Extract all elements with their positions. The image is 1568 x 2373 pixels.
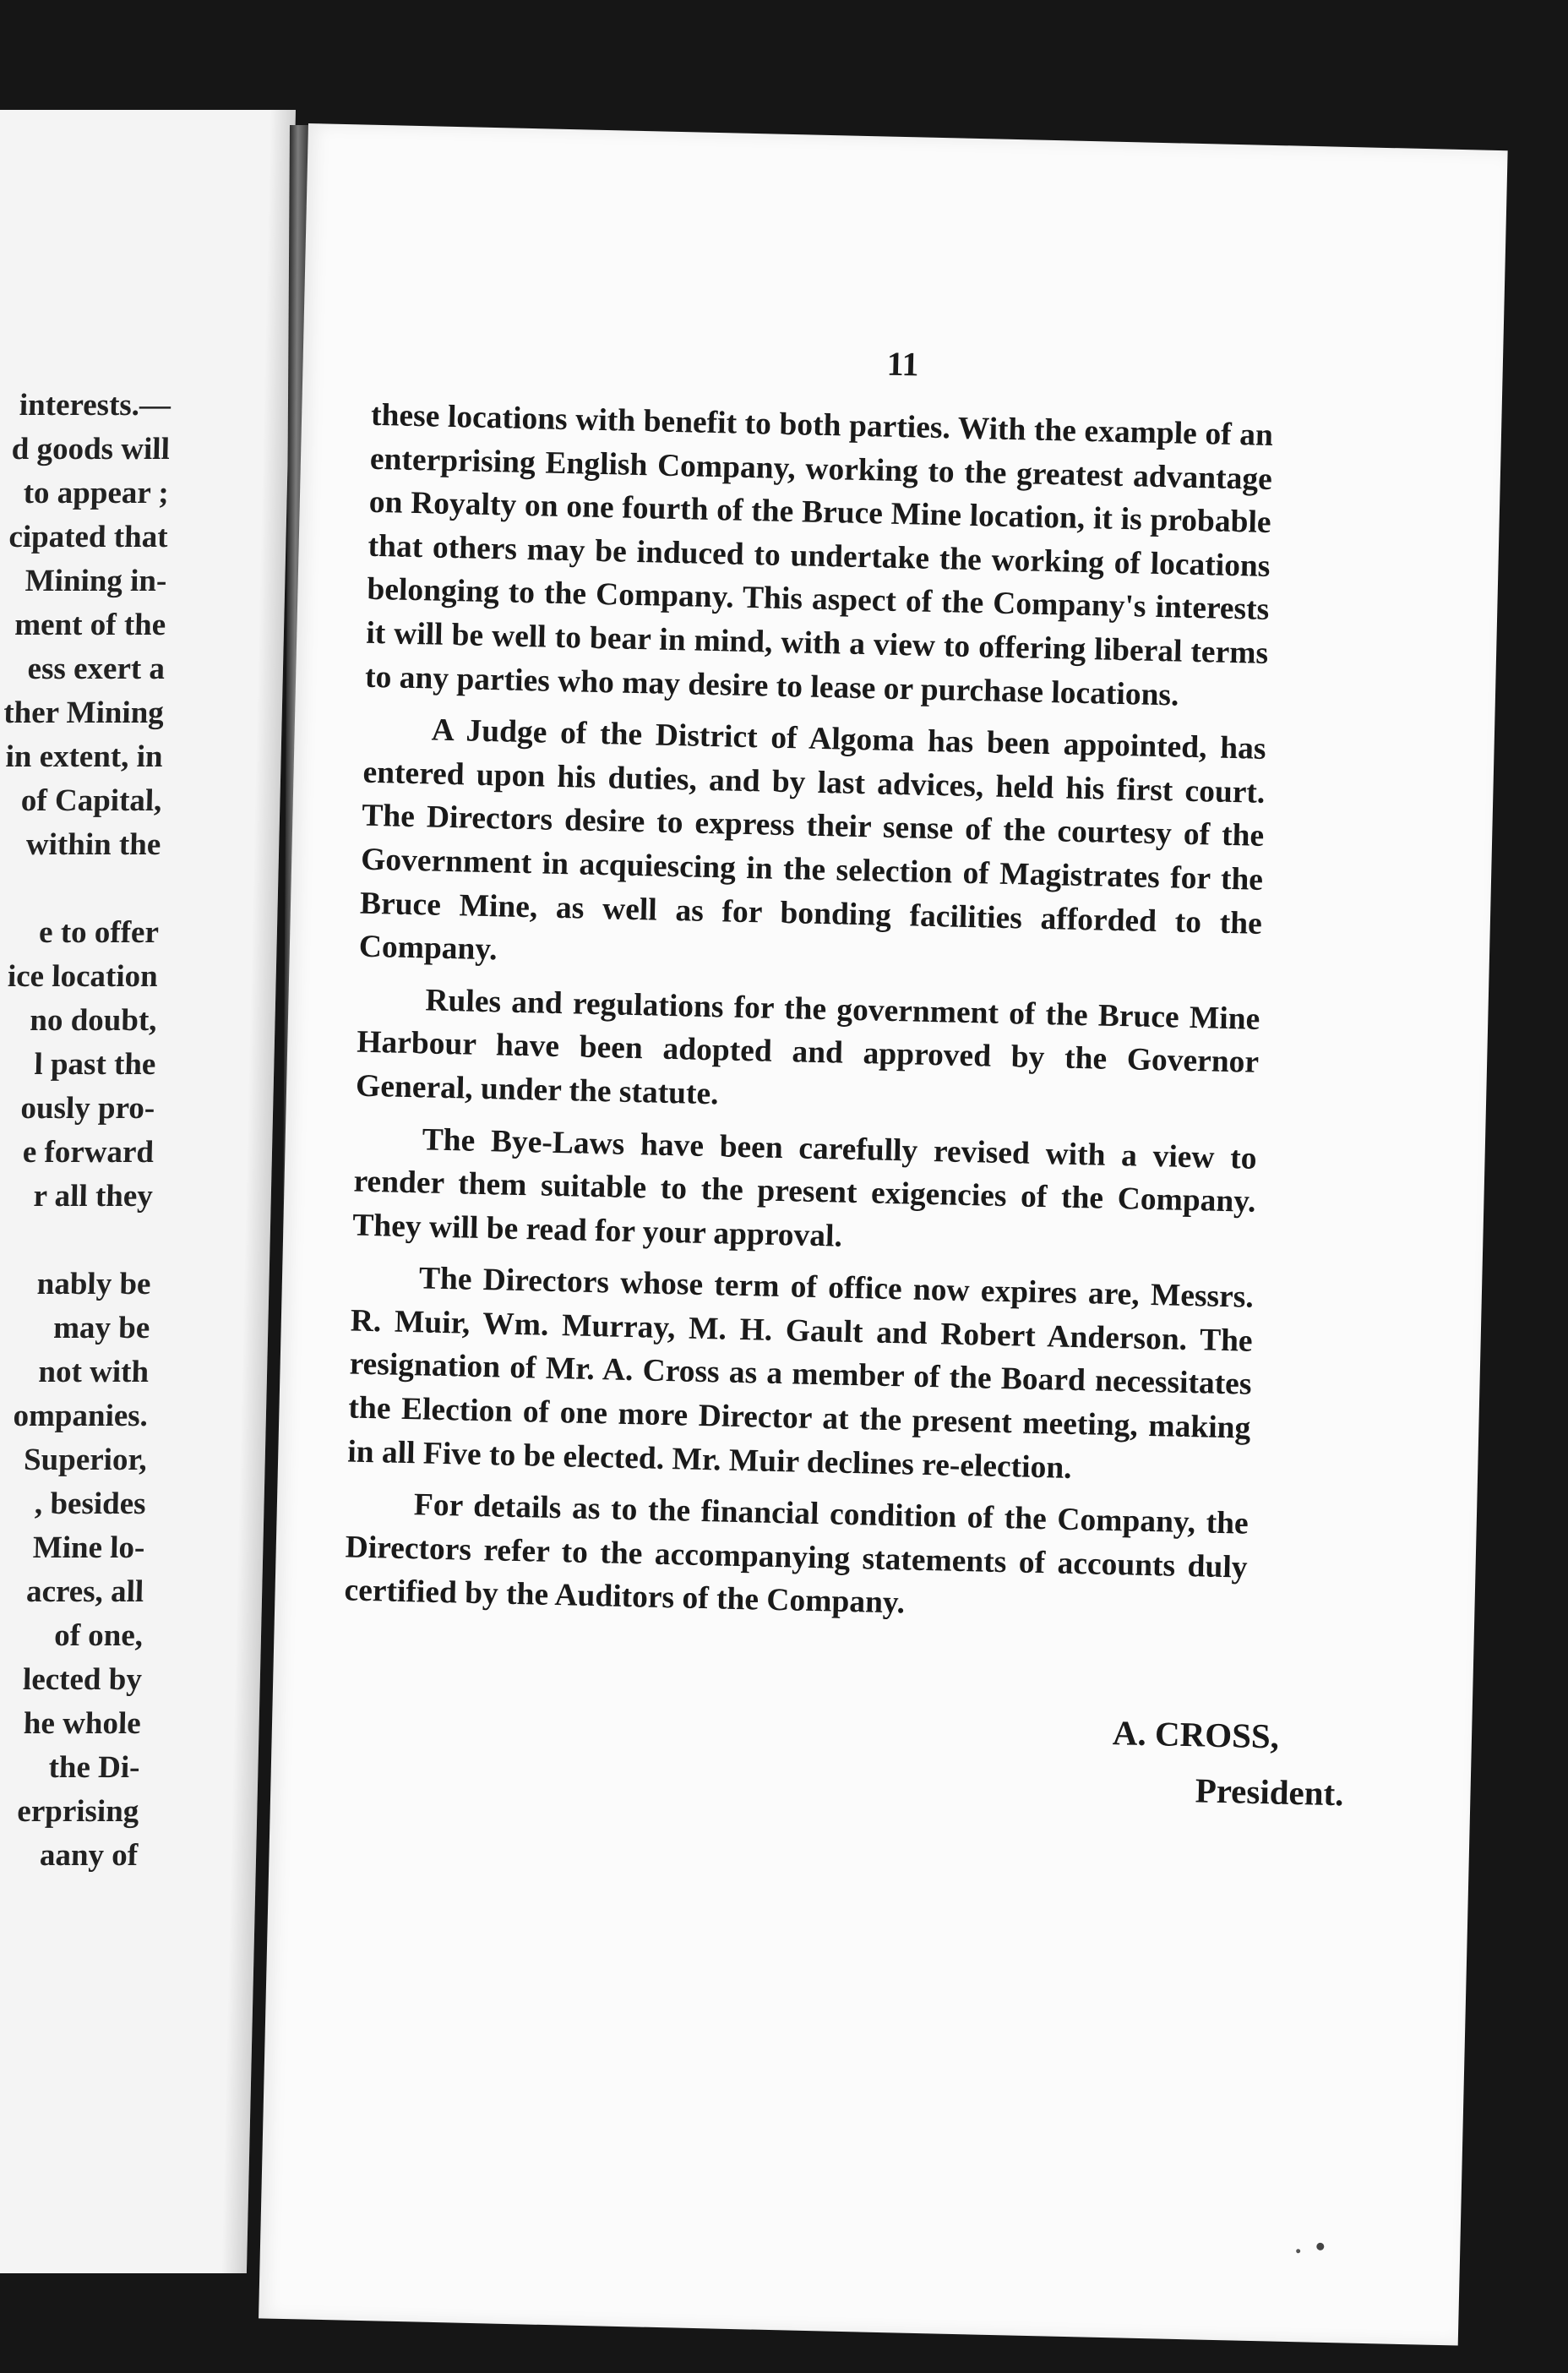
body-text [344,394,1274,1642]
ink-speck [1296,2249,1300,2253]
left-line: l past the [33,1047,156,1082]
left-line: to appear ; [23,476,170,510]
left-line: ously pro- [20,1091,155,1126]
left-line: , besides [34,1487,147,1521]
left-line: ice location [7,959,159,994]
left-line: the Di- [48,1750,140,1785]
left-line: r all they [33,1179,154,1214]
left-line: interests.— [19,388,172,423]
left-line: e forward [22,1135,155,1170]
signatory-name: A. CROSS, [1112,1713,1280,1756]
left-line: cipated that [8,520,168,554]
left-line: Superior, [23,1443,148,1477]
paragraph: A Judge of the District of Algoma has been appointed, has entered upon his duties, and by last advices, held his first court. The Directors desire to express their sense of the courtesy of the Government in acquiescing in the selection of Magistrates for the Bruce Mine, as well as for bonding facilities afforded to the Company. [358,712,1266,968]
left-line: ther Mining [3,696,165,730]
left-line: ess exert a [27,652,166,686]
right-page [259,123,1508,2346]
left-line: ment of the [14,608,166,642]
signature-block [1111,1712,1346,1814]
paragraph: The Bye-Laws have been carefully revised with a view to render them suitable to the present exigencies of the Company. They will be read for your approval. [351,1121,1257,1254]
paragraph: For details as to the financial condition of the Company, the Directors refer to the accompanying statements of accounts duly certified by the Auditors of the Company. [344,1487,1250,1621]
left-line: may be [52,1311,150,1345]
left-line: e to offer [38,915,160,950]
left-line: Mine lo- [32,1530,145,1565]
left-line: within the [25,827,161,862]
left-line: erprising [16,1794,139,1829]
left-line: d goods will [11,432,171,466]
left-line: he whole [23,1706,142,1741]
left-line: ompanies. [13,1399,149,1433]
left-line: of one, [53,1618,144,1653]
left-line: not with [38,1355,150,1389]
left-line: lected by [22,1662,143,1697]
left-line: aany of [39,1838,139,1873]
paragraph: Rules and regulations for the government of the Bruce Mine Harbour have been adopted and approved by the Governor General, under the statute. [355,983,1260,1112]
left-line: nably be [36,1267,151,1301]
left-line: of Capital, [20,783,162,818]
left-line: acres, all [25,1574,144,1609]
left-page [0,110,296,2273]
paragraph: The Directors whose term of office now expires are, Messrs. R. Muir, Wm. Murray, M. H. Gault and Robert Anderson. The resignation of Mr. A. Cross as a member of the Board necessitates the Election of one more Director at the present meeting, making in all Five to be elected. Mr. Muir declines re-election. [346,1261,1255,1486]
left-line: Mining in- [24,564,167,598]
page-number: 11 [886,344,920,384]
left-line: no doubt, [29,1003,158,1038]
paragraph: these locations with benefit to both parties. With the example of an enterprising English Company, working to the greatest advantage on Royalty on one fourth of the Bruce Mine location, it is probable that others may be induced to undertake the working of locations belonging to the Company. This aspect of the Company's interests it will be well to bear in mind, with a view to offering liberal terms to any parties who may desire to lease or purchase locations. [364,397,1274,713]
signatory-title: President. [1195,1770,1344,1814]
left-line: in extent, in [5,739,164,774]
ink-speck [1316,2243,1324,2250]
